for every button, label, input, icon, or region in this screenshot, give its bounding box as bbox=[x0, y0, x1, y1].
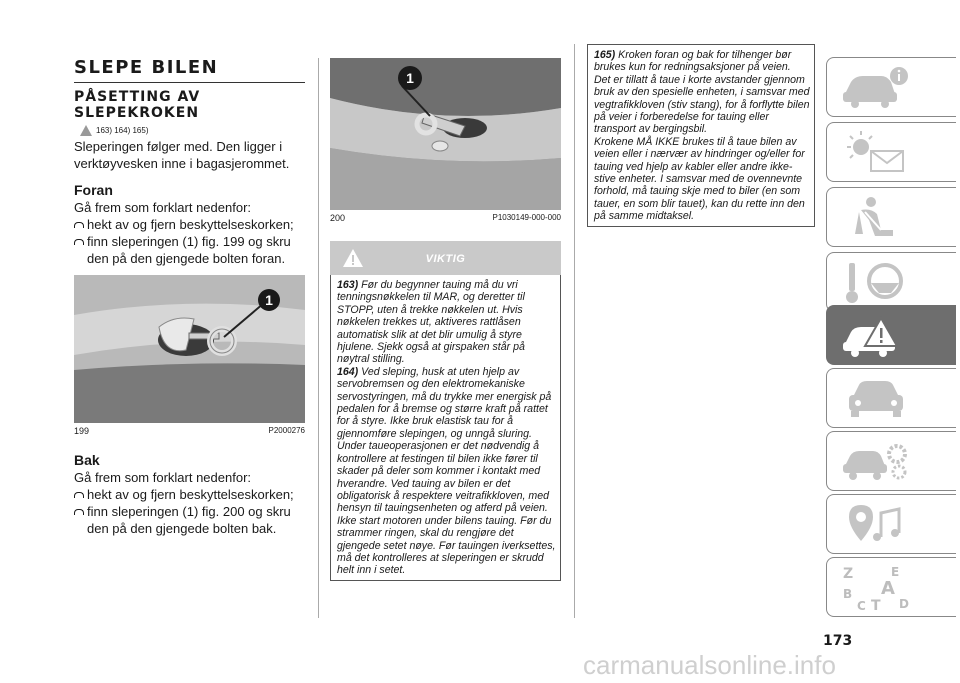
index-letter: D bbox=[899, 597, 909, 611]
important-box bbox=[330, 241, 561, 581]
note-165 bbox=[594, 49, 810, 136]
index-letter: B bbox=[843, 587, 853, 601]
lights-message-icon bbox=[841, 129, 911, 175]
bullet-icon bbox=[74, 492, 84, 498]
list-item bbox=[74, 486, 305, 503]
figure-callout: 1 bbox=[406, 70, 414, 86]
tab-car-info[interactable] bbox=[826, 57, 956, 117]
note-number: 165) bbox=[594, 49, 616, 61]
subsection-title-line1: PÅSETTING AV bbox=[74, 89, 201, 105]
list-item-text: hekt av og fjern beskyttelseskorken; bbox=[87, 487, 294, 502]
important-body bbox=[330, 275, 561, 581]
tab-lights-messages[interactable] bbox=[826, 122, 956, 182]
key-steering-wheel-icon bbox=[841, 259, 911, 305]
rear-heading: Bak bbox=[74, 452, 100, 468]
tab-starting-driving[interactable] bbox=[826, 252, 956, 312]
figure-number: 199 bbox=[74, 426, 90, 436]
important-title: VIKTIG bbox=[425, 253, 466, 265]
note-text: Ved sleping, husk at uten hjelp av servobremsen og den elektromekaniske servostyringen, må du trykke mer energisk på pedalen for å bremse og større kraft på rattet for å styre. Ikke bruk elastisk tau for å gjennomføre slepingen, og unngå sluring. Under taueoperasjonen er det nødvendig å kontrollere at festingen til bilen ikke fører til skader på deler som kommer i kontakt med hverandre. Ved tauing av bilen er det obligatorisk å respektere veitrafikkloven, med hensyn til tauingsenheten og atferd på veien. Ikke start motoren under bilens tauing. Før du strammer ringen, skal du rengjøre det gjengede setet nøye. Før tauingen iverksettes, må det kontrolleres at sleperingen er skrudd helt inn i setet. bbox=[337, 365, 556, 577]
figure-callout: 1 bbox=[265, 292, 273, 308]
front-tow-hook-illustration bbox=[74, 275, 305, 423]
index-letter: C bbox=[857, 599, 866, 613]
column-separator bbox=[318, 58, 319, 618]
car-maintenance-gear-icon bbox=[841, 438, 911, 484]
car-breakdown-warning-icon bbox=[841, 312, 911, 358]
right-column bbox=[587, 44, 815, 227]
tab-multimedia[interactable] bbox=[826, 494, 956, 554]
list-item-text: hekt av og fjern beskyttelseskorken; bbox=[87, 217, 294, 232]
list-item bbox=[74, 233, 305, 267]
figure-caption bbox=[74, 426, 305, 436]
bullet-icon bbox=[74, 509, 84, 515]
list-item-text: finn sleperingen (1) fig. 200 og skru den på den gjengede bolten bak. bbox=[87, 504, 291, 536]
index-letters-icon bbox=[841, 564, 921, 614]
page-number: 173 bbox=[823, 633, 853, 649]
tab-technical-data[interactable] bbox=[826, 431, 956, 491]
list-item-text: finn sleperingen (1) fig. 199 og skru den på den gjengede bolten foran. bbox=[87, 234, 291, 266]
note-number: 164) bbox=[337, 365, 359, 378]
left-column bbox=[74, 58, 305, 537]
note-165-continued: Krokene MÅ IKKE brukes til å taue bilen av veien eller i nærvær av hindringer og/eller for tauing ved hjelp av kabler eller andre ikke-stive enheter. I samsvar med de ovennevnte forhold, må tauing skje med to biler (en som tauer, en som blir tauet), kan du rette inn den på samme midtaksel. bbox=[594, 135, 805, 223]
tab-emergency[interactable] bbox=[826, 305, 956, 365]
index-letter: A bbox=[881, 578, 895, 599]
column-separator bbox=[574, 44, 575, 618]
front-heading: Foran bbox=[74, 182, 113, 198]
note-164 bbox=[337, 366, 556, 577]
warning-refs bbox=[80, 125, 305, 136]
bullet-icon bbox=[74, 239, 84, 245]
rear-lead: Gå frem som forklart nedenfor: bbox=[74, 470, 252, 485]
important-header bbox=[330, 241, 561, 275]
title-rule bbox=[74, 82, 305, 83]
middle-column bbox=[330, 58, 561, 581]
figure-code: P2000276 bbox=[268, 426, 305, 435]
tab-safety[interactable] bbox=[826, 187, 956, 247]
front-lead: Gå frem som forklart nedenfor: bbox=[74, 200, 252, 215]
warning-triangle-icon bbox=[80, 125, 92, 136]
figure-199-photo bbox=[74, 275, 305, 423]
multimedia-icon bbox=[841, 501, 911, 547]
seat-airbag-icon bbox=[841, 194, 911, 240]
note-text: Kroken foran og bak for tilhenger bør brukes kun for redningsaksjoner på veien. Det er tillatt å taue i korte avstander gjennom bruk av den spesielle enheten, i samsvar med vegtrafikkloven (stiv stang), for å forflytte bilen på veier i forberedelse for tauing eller transport av bergingsbil. bbox=[594, 49, 810, 136]
figure-caption bbox=[330, 213, 561, 223]
list-item bbox=[74, 503, 305, 537]
index-letter: E bbox=[891, 565, 900, 579]
section-title: SLEPE BILEN bbox=[74, 57, 219, 78]
intro-paragraph: Sleperingen følger med. Den ligger i verktøyvesken inne i bagasjerommet. bbox=[74, 139, 290, 171]
list-item bbox=[74, 216, 305, 233]
index-letter: T bbox=[871, 598, 881, 614]
figure-number: 200 bbox=[330, 213, 346, 223]
bullet-icon bbox=[74, 222, 84, 228]
car-front-icon bbox=[841, 375, 911, 421]
note-text: Før du begynner tauing må du vri tenningsnøkkelen til MAR, og deretter til STOPP, uten å trekke nøkkelen ut. Hvis nøkkelen trekkes ut, aktiveres rattlåsen automatisk slik at det blir umulig å styre hjulene. Sjekk også at girspaken står på nøytral stilling. bbox=[337, 279, 525, 366]
tab-servicing[interactable] bbox=[826, 368, 956, 428]
index-letter: Z bbox=[843, 566, 854, 582]
rear-tow-hook-illustration bbox=[330, 58, 561, 210]
subsection-title-line2: SLEPEKROKEN bbox=[74, 105, 200, 121]
figure-200-photo bbox=[330, 58, 561, 210]
car-info-icon bbox=[841, 64, 911, 110]
figure-code: P1030149-000-000 bbox=[492, 213, 561, 222]
note-165-box bbox=[587, 44, 815, 227]
watermark: carmanualsonline.info bbox=[583, 650, 836, 680]
warning-refs-text: 163) 164) 165) bbox=[96, 126, 149, 135]
note-163 bbox=[337, 279, 556, 366]
tab-index[interactable] bbox=[826, 557, 956, 617]
note-number: 163) bbox=[337, 279, 359, 291]
